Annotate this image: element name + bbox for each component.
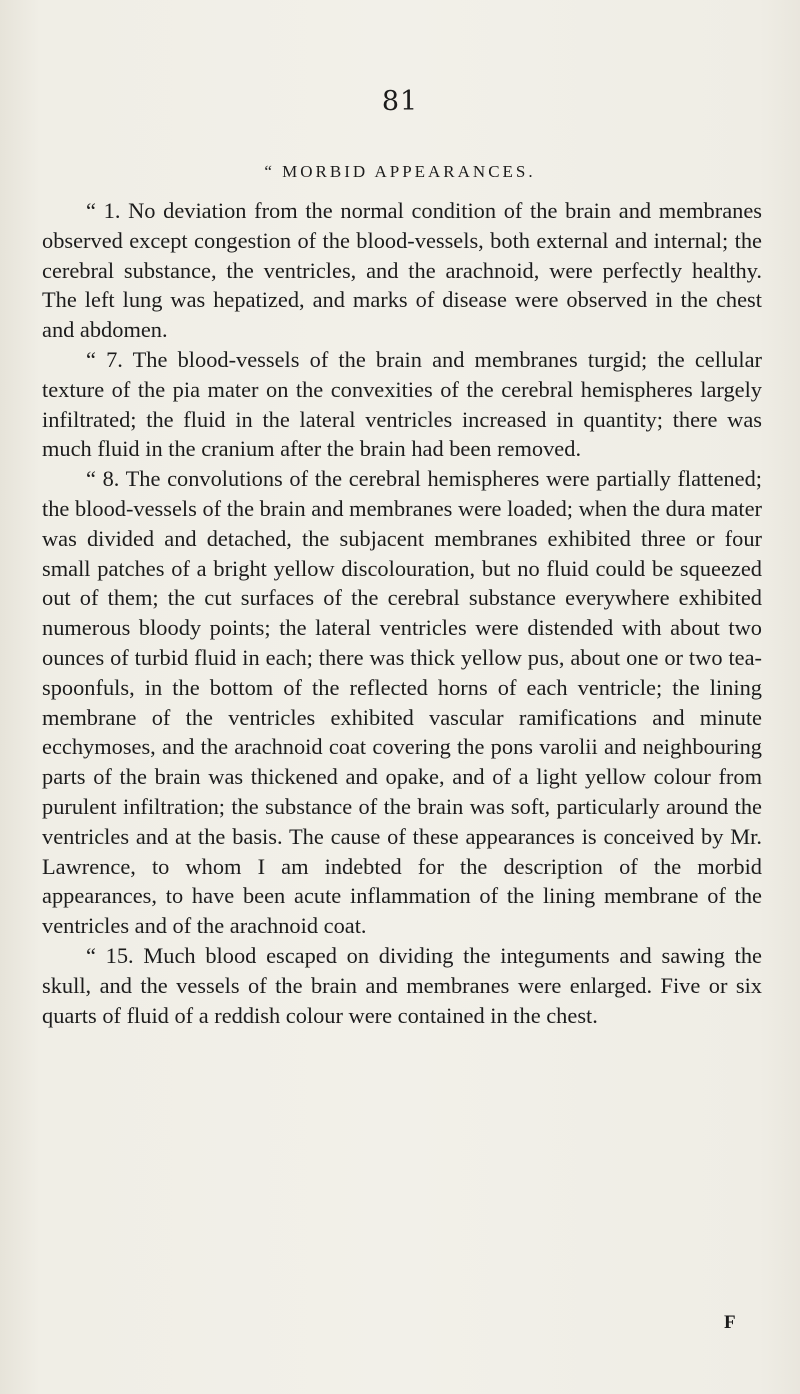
paragraph-case-8: “ 8. The convolutions of the cerebral hemispheres were partially flattened; the blood-vessels of the brain and membranes were loaded; when the dura mater was divided and detached, the subjacent membranes exhibited three or four small patches of a bright yellow discolouration, but no fluid could be squeezed out of them; the cut surfaces of the cerebral substance everywhere exhibited numerous bloody points; the lateral ventricles were distended with about two ounces of turbid fluid in each; there was thick yellow pus, about one or two tea-spoonfuls, in the bottom of the reflected horns of each ventricle; the lining membrane of the ventricles exhibited vascular ramifications and minute ecchymoses, and the arachnoid coat covering the pons varolii and neighbouring parts of the brain was thickened and opake, and of a light yellow colour from purulent infiltration; the substance of the brain was soft, particularly around the ventricles and at the basis. The cause of these appearances is conceived by Mr. Lawrence, to whom I am indebted for the description of the morbid appearances, to have been acute inflammation of the lining membrane of the ventricles and of the arachnoid coat. [42,466,762,939]
paragraph-case-1: “ 1. No deviation from the normal condition of the brain and membranes observed except congestion of the blood-vessels, both external and internal; the cerebral substance, the ventricles, and the arachnoid, were perfectly healthy. The left lung was hepatized, and marks of disease were observed in the chest and abdomen. [42,198,762,343]
page-number: 81 [381,86,419,117]
signature-mark: F [724,1312,736,1333]
body-text [42,196,762,1030]
paragraph-case-15: “ 15. Much blood escaped on dividing the integuments and sawing the skull, and the vessels of the brain and membranes were enlarged. Five or six quarts of fluid of a reddish colour were contained in the chest. [42,942,762,1028]
paragraph-case-7: “ 7. The blood-vessels of the brain and membranes turgid; the cellular texture of the pia mater on the convexities of the cerebral hemispheres largely infiltrated; the fluid in the lateral ventricles increased in quantity; there was much fluid in the cranium after the brain had been removed. [42,346,762,462]
section-heading: “ MORBID APPEARANCES. [264,162,536,181]
